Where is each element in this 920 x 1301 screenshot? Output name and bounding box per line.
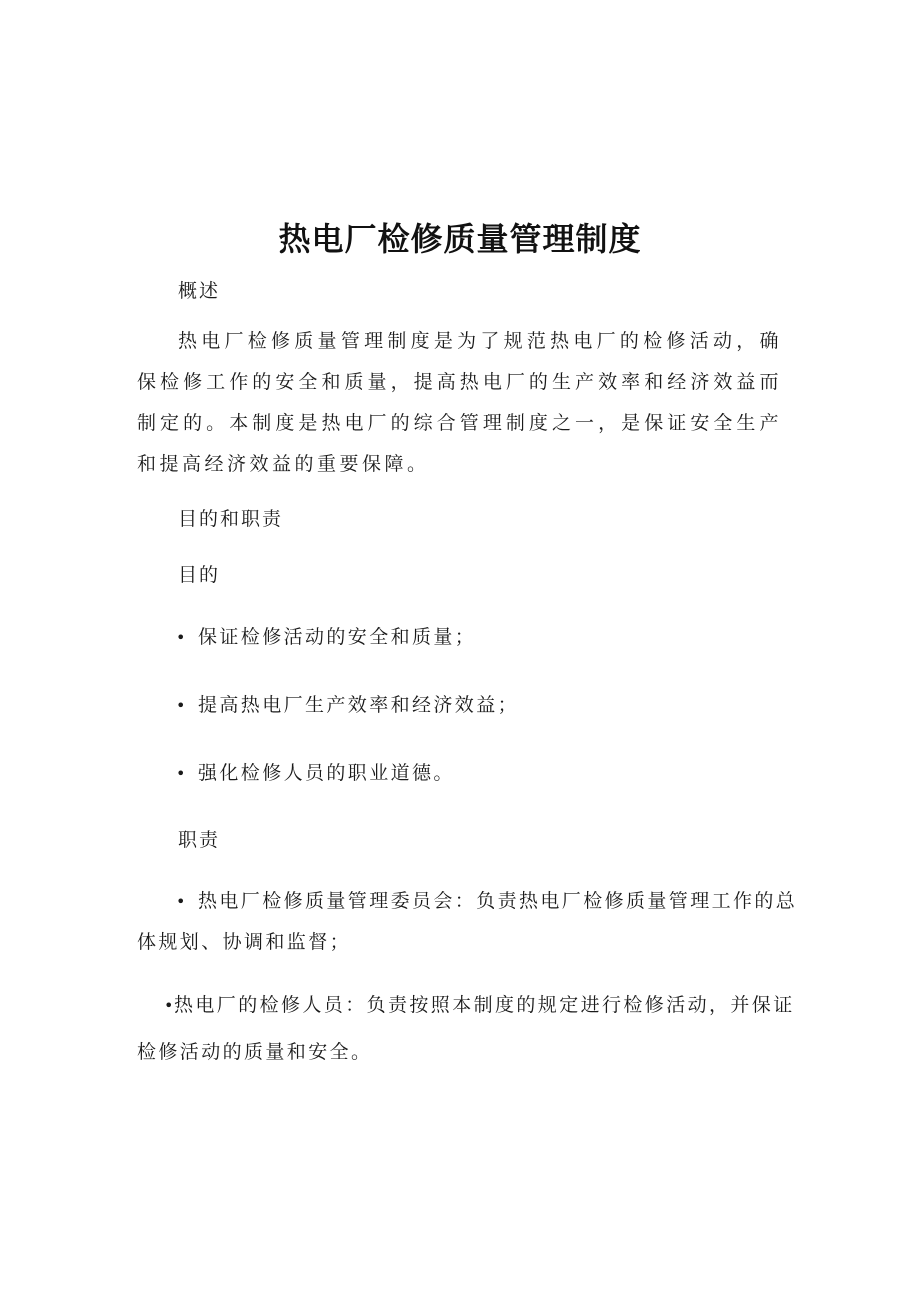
duty-item bbox=[137, 982, 795, 1075]
purpose-heading: 目的 bbox=[178, 564, 221, 586]
duty-item-continuation: 体规划、协调和监督； bbox=[137, 931, 352, 953]
purpose-item bbox=[176, 759, 455, 788]
purpose-item-text: 提高热电厂生产效率和经济效益； bbox=[198, 694, 520, 716]
purpose-item bbox=[176, 691, 519, 720]
purpose-item-text: 保证检修活动的安全和质量； bbox=[198, 626, 477, 648]
bullet-icon: • bbox=[176, 628, 188, 647]
purpose-item-text: 强化检修人员的职业道德。 bbox=[198, 762, 455, 784]
bullet-icon: • bbox=[176, 892, 188, 911]
bullet-icon: • bbox=[164, 996, 176, 1015]
purpose-duty-heading: 目的和职责 bbox=[178, 508, 284, 530]
bullet-icon: • bbox=[176, 696, 188, 715]
duty-heading: 职责 bbox=[178, 829, 221, 851]
duty-item-first-line: 热电厂的检修人员：负责按照本制度的规定进行检修活动，并保证 bbox=[174, 994, 795, 1016]
bullet-icon: • bbox=[176, 764, 188, 783]
overview-heading: 概述 bbox=[178, 280, 221, 302]
overview-paragraph: 热电厂检修质量管理制度是为了规范热电厂的检修活动，确保检修工作的安全和质量，提高热电厂的生产效率和经济效益而制定的。本制度是热电厂的综合管理制度之一，是保证安全生产和提高经济效益的重要保障。 bbox=[137, 330, 782, 475]
duty-item bbox=[137, 881, 798, 963]
duty-item-first-line: 热电厂检修质量管理委员会：负责热电厂检修质量管理工作的总 bbox=[198, 890, 798, 912]
duty-item-continuation: 检修活动的质量和安全。 bbox=[137, 1041, 373, 1063]
purpose-item bbox=[176, 623, 476, 652]
document-title: 热电厂检修质量管理制度 bbox=[278, 220, 642, 258]
